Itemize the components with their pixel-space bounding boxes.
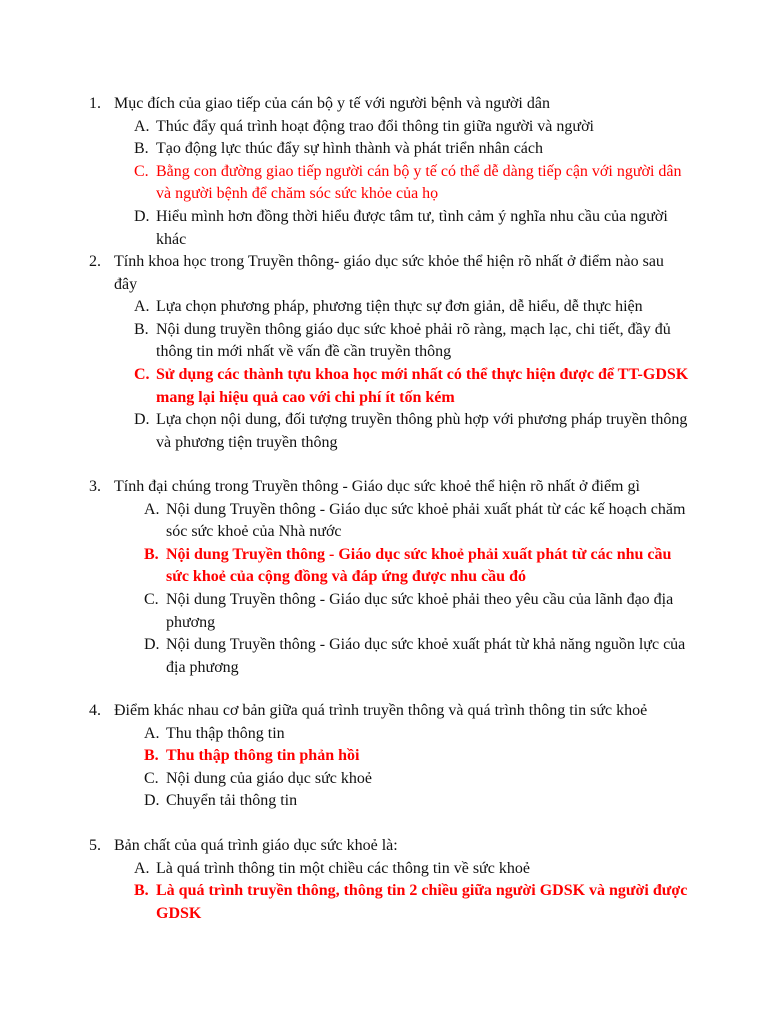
question-text: Tính khoa học trong Truyền thông- giáo dục sức khỏe thể hiện rõ nhất ở điểm nào sau đây (114, 253, 664, 293)
answer-option: D. Hiểu mình hơn đồng thời hiểu được tâm tư, tình cảm ý nghĩa nhu cầu của người khác (134, 207, 668, 248)
answer-option-correct: B. Là quá trình truyền thông, thông tin 2 chiều giữa người GDSK và người được GDSK (134, 882, 688, 922)
question-2 (89, 251, 689, 454)
answer-option: D. Chuyển tải thông tin (144, 792, 298, 810)
answer-option-correct: B. Nội dung Truyền thông - Giáo dục sức khoẻ phải xuất phát từ các nhu cầu sức khoẻ của cộng đồng và đáp ứng được nhu cầu đó (144, 545, 672, 586)
answer-option: D. Nội dung Truyền thông - Giáo dục sức khoẻ xuất phát từ khả năng nguồn lực của địa phương (144, 636, 686, 676)
answer-option-correct: B. Thu thập thông tin phản hồi (144, 747, 360, 765)
answer-option: D. Lựa chọn nội dung, đối tượng truyền thông phù hợp với phương pháp truyền thông và phương tiện truyền thông (134, 411, 688, 451)
question-text: Mục đích của giao tiếp của cán bộ y tế với người bệnh và người dân (114, 95, 550, 112)
answer-option: A. Thu thập thông tin (144, 724, 285, 742)
question-4 (89, 700, 689, 813)
answer-option: A. Thúc đẩy quá trình hoạt động trao đổi thông tin giữa người và người (134, 117, 594, 135)
question-5 (89, 835, 689, 925)
question-text: Điểm khác nhau cơ bản giữa quá trình truyền thông và quá trình thông tin sức khoẻ (114, 702, 648, 719)
answer-option-correct: C. Bằng con đường giao tiếp người cán bộ y tế có thể dễ dàng tiếp cận với người dân và người bệnh để chăm sóc sức khỏe của họ (134, 162, 682, 203)
answer-option-correct: C. Sử dụng các thành tựu khoa học mới nhất có thể thực hiện được để TT-GDSK mang lại hiệu quả cao với chi phí ít tốn kém (134, 365, 689, 406)
question-3 (89, 476, 689, 679)
question-number: 2. (89, 253, 101, 270)
answer-option: A. Là quá trình thông tin một chiều các thông tin về sức khoẻ (134, 859, 530, 877)
answer-option: A. Lựa chọn phương pháp, phương tiện thực sự đơn giản, dễ hiểu, dễ thực hiện (134, 298, 643, 316)
question-number: 1. (89, 95, 101, 112)
question-number: 4. (89, 702, 101, 719)
answer-option: C. Nội dung Truyền thông - Giáo dục sức khoẻ phải theo yêu cầu của lãnh đạo địa phương (144, 590, 674, 631)
answer-option: B. Nội dung truyền thông giáo dục sức khoẻ phải rõ ràng, mạch lạc, chi tiết, đầy đủ thông tin mới nhất về vấn đề cần truyền thông (134, 320, 671, 361)
answer-option: B. Tạo động lực thúc đẩy sự hình thành và phát triển nhân cách (134, 140, 544, 158)
answer-option: C. Nội dung của giáo dục sức khoẻ (144, 769, 372, 787)
question-text: Bản chất của quá trình giáo dục sức khoẻ là: (114, 837, 398, 854)
question-number: 3. (89, 478, 101, 495)
question-1 (89, 93, 689, 251)
question-text: Tính đại chúng trong Truyền thông - Giáo dục sức khoẻ thể hiện rõ nhất ở điểm gì (114, 478, 640, 495)
answer-option: A. Nội dung Truyền thông - Giáo dục sức khoẻ phải xuất phát từ các kế hoạch chăm sóc sức khoẻ của Nhà nước (144, 500, 686, 541)
question-number: 5. (89, 837, 101, 854)
